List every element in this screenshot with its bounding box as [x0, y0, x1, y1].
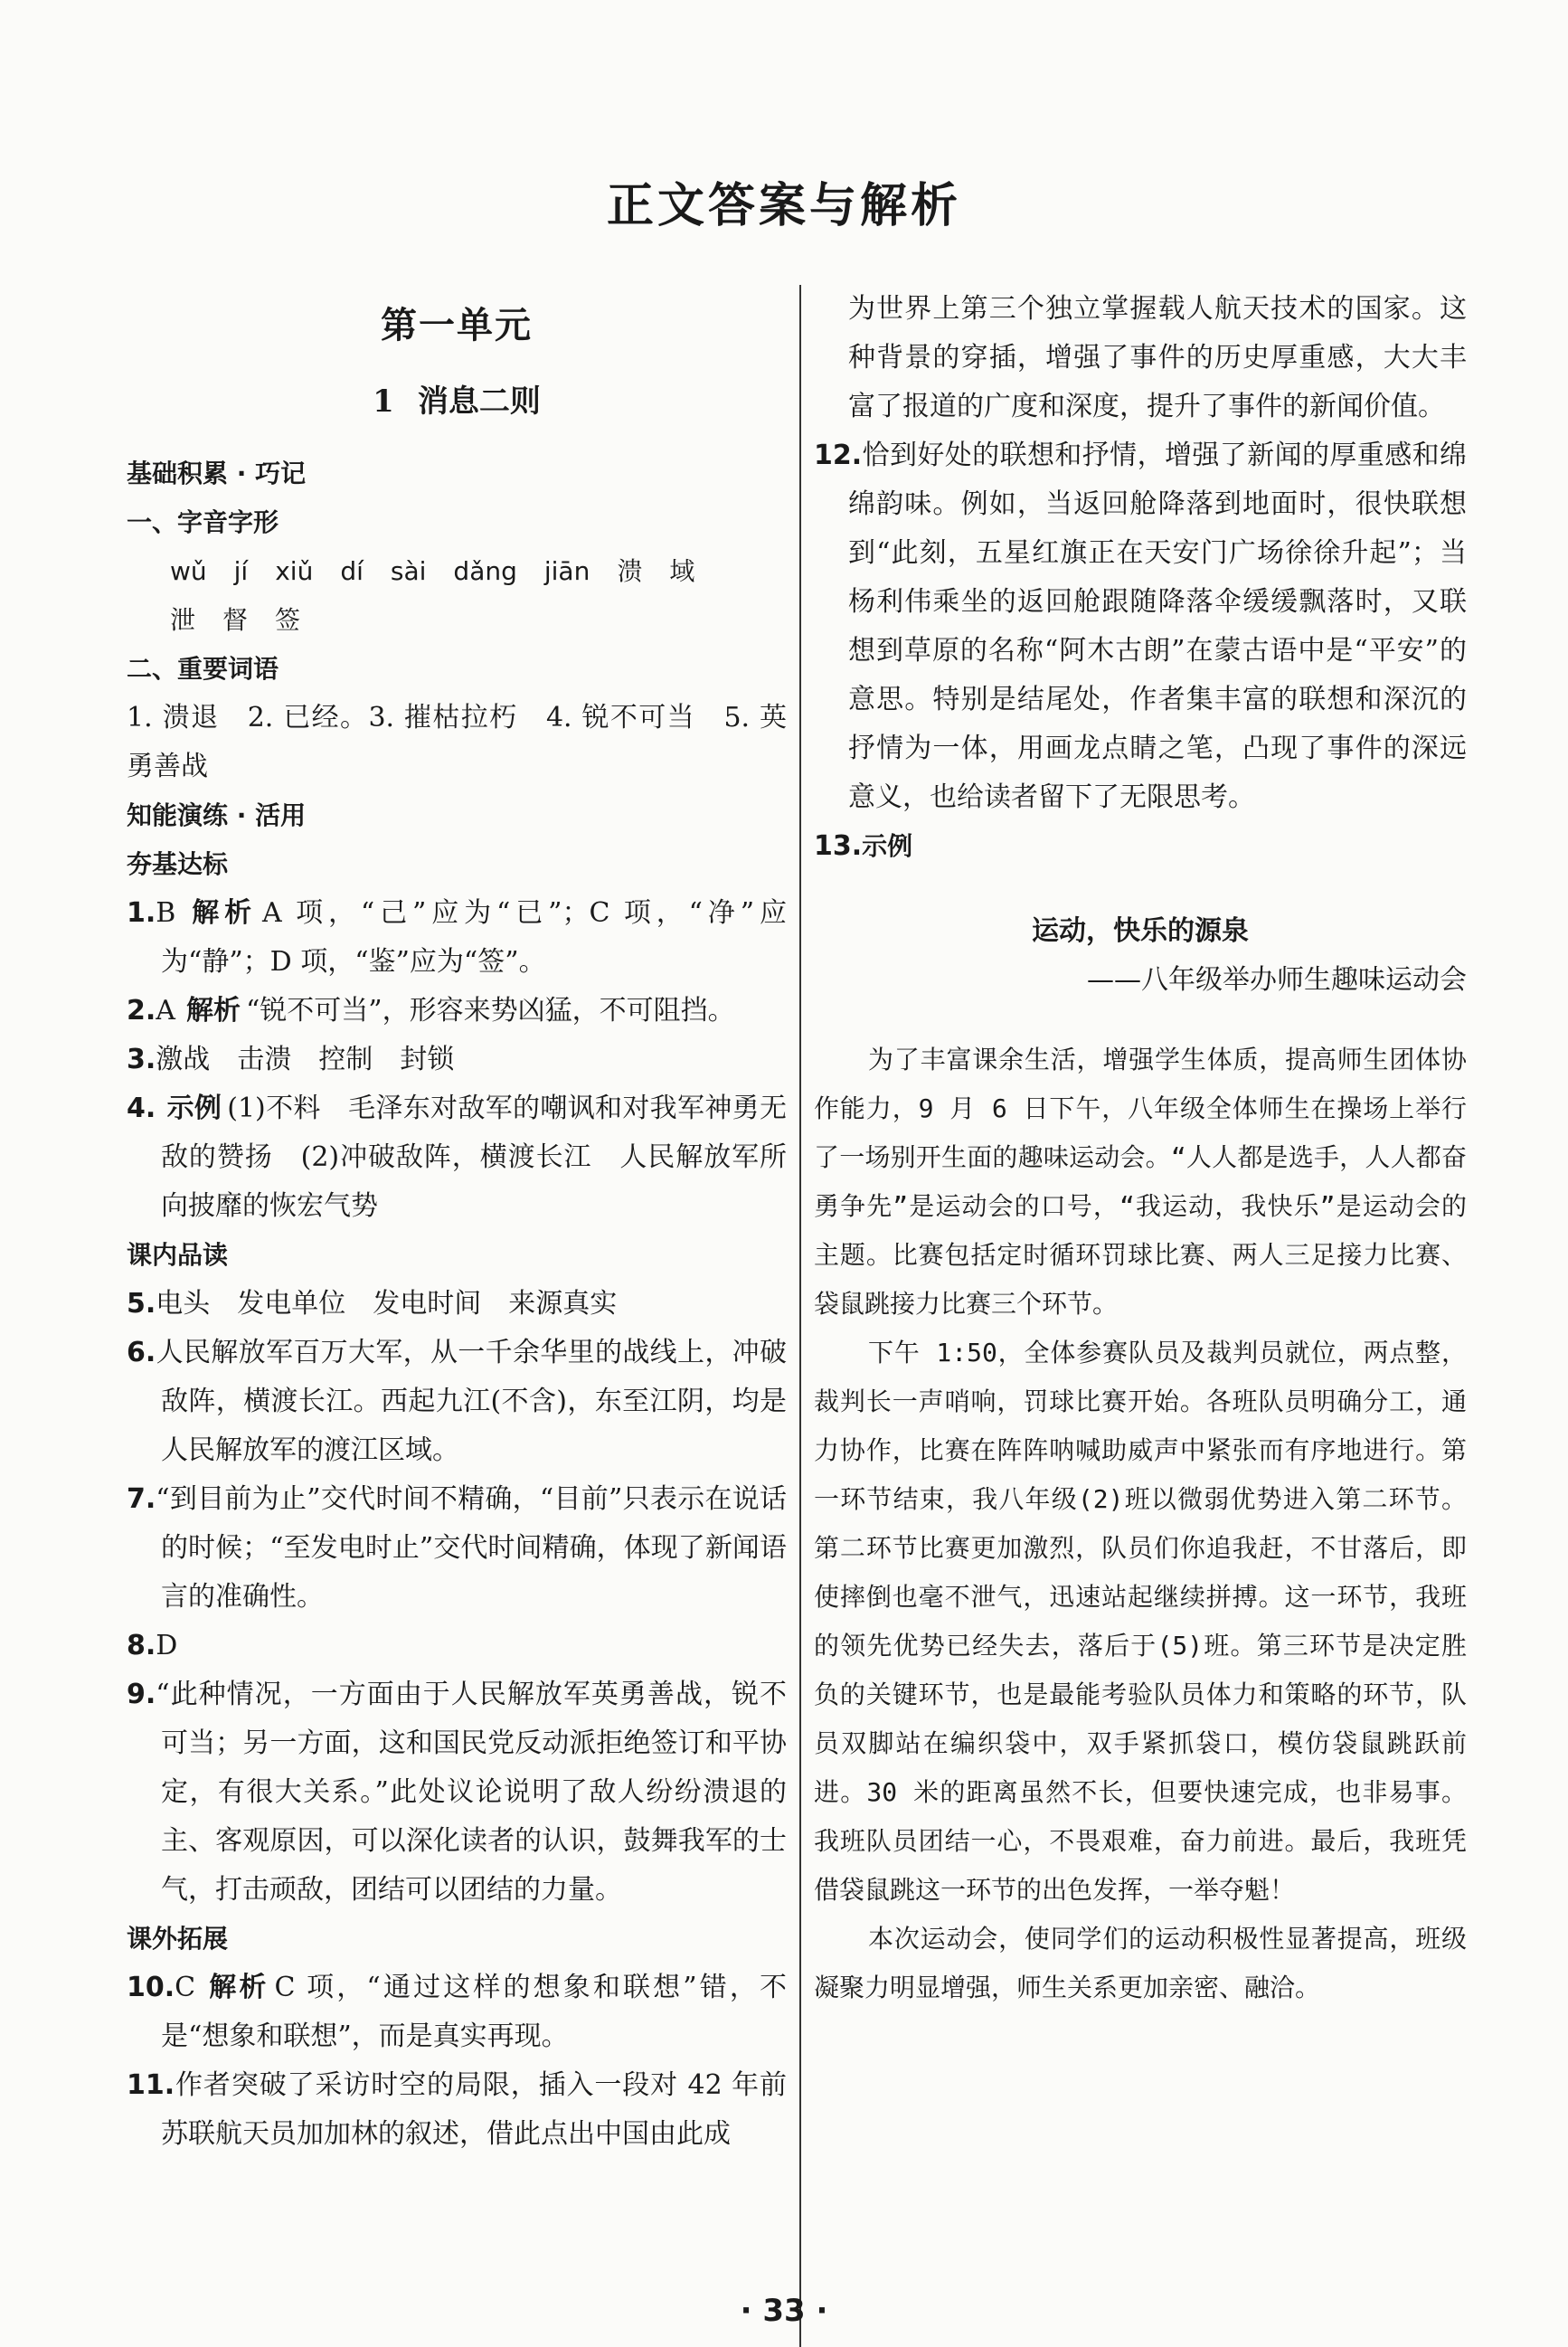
right-column	[814, 285, 1467, 2012]
answer-5: 5.电头 发电单位 发电时间 来源真实	[127, 1288, 618, 1320]
answer-6: 6.人民解放军百万大军，从一千余华里的战线上，冲破敌阵，横渡长江。西起九江(不含)，东至江阴，均是人民解放军的渡江区域。	[127, 1337, 787, 1466]
left-column	[127, 285, 787, 2159]
section-char: 一、字音字形	[127, 507, 279, 537]
essay-title: 运动，快乐的源泉	[1032, 915, 1249, 947]
page-title: 正文答案与解析	[606, 178, 961, 233]
pinyin-line: wǔ jí xiǔ dí sài dǎng jiān 溃 域	[170, 556, 695, 586]
column-divider	[799, 285, 801, 2347]
answer-3: 3.激战 击溃 控制 封锁	[127, 1044, 455, 1075]
unit-title: 第一单元	[381, 304, 533, 346]
essay-paragraph: 为了丰富课余生活，增强学生体质，提高师生团体协作能力，9 月 6 日下午，八年级全体师生在操场上举行了一场别开生面的趣味运动会。“人人都是选手，人人都奋勇争先”是运动会的口号，“我运动，我快乐”是运动会的主题。比赛包括定时循环罚球比赛、两人三足接力比赛、袋鼠跳接力比赛三个环节。	[814, 1045, 1467, 1319]
section-outclass: 课外拓展	[127, 1924, 229, 1954]
answer-1: 1.B 解析 A 项，“己”应为“已”；C 项，“净”应为“静”；D 项，“鉴”应为“签”。	[127, 897, 788, 978]
answer-11-continued: 为世界上第三个独立掌握载人航天技术的国家。这种背景的穿插，增强了事件的历史厚重感，大大丰富了报道的广度和深度，提升了事件的新闻价值。	[848, 293, 1467, 422]
essay-body	[814, 1036, 1467, 2012]
section-practice: 知能演练 · 活用	[127, 800, 307, 830]
page-number: · 33 ·	[740, 2293, 828, 2329]
words-answer: 1. 溃退 2. 已经。3. 摧枯拉朽 4. 锐不可当 5. 英勇善战	[127, 702, 787, 782]
section-standard: 夯基达标	[127, 849, 229, 879]
section-words: 二、重要词语	[127, 654, 279, 684]
answer-12: 12.恰到好处的联想和抒情，增强了新闻的厚重感和绵绵韵味。例如，当返回舱降落到地面时，很快联想到“此刻，五星红旗正在天安门广场徐徐升起”；当杨利伟乘坐的返回舱跟随降落伞缓缓飘落时，又联想到草原的名称“阿木古朗”在蒙古语中是“平安”的意思。特别是结尾处，作者集丰富的联想和深沉的抒情为一体，用画龙点睛之笔，凸现了事件的深远意义，也给读者留下了无限思考。	[814, 440, 1467, 813]
section-inclass: 课内品读	[127, 1240, 229, 1270]
essay-subtitle: ——八年级举办师生趣味运动会	[1087, 964, 1467, 996]
answer-11: 11.作者突破了采访时空的局限，插入一段对 42 年前苏联航天员加加林的叙述，借此点出中国由此成	[127, 2069, 787, 2150]
answer-7: 7.“到目前为止”交代时间不精确，“目前”只表示在说话的时候；“至发电时止”交代时间精确，体现了新闻语言的准确性。	[127, 1483, 787, 1613]
answer-2: 2.A 解析 “锐不可当”，形容来势凶猛，不可阻挡。	[127, 995, 735, 1027]
answer-4: 4. 示例 (1)不料 毛泽东对敌军的嘲讽和对我军神勇无敌的赞扬 (2)冲破敌阵，横渡长江 人民解放军所向披靡的恢宏气势	[127, 1093, 787, 1222]
section-basic: 基础积累 · 巧记	[127, 459, 307, 488]
essay-paragraph: 下午 1:50，全体参赛队员及裁判员就位，两点整，裁判长一声哨响，罚球比赛开始。各班队员明确分工，通力协作，比赛在阵阵呐喊助威声中紧张而有序地进行。第一环节结束，我八年级(2)班以微弱优势进入第二环节。第二环节比赛更加激烈，队员们你追我赶，不甘落后，即使摔倒也毫不泄气，迅速站起继续拼搏。这一环节，我班的领先优势已经失去，落后于(5)班。第三环节是决定胜负的关键环节，也是最能考验队员体力和策略的环节，队员双脚站在编织袋中，双手紧抓袋口，模仿袋鼠跳跃前进。30 米的距离虽然不长，但要快速完成，也非易事。我班队员团结一心，不畏艰难，奋力前进。最后，我班凭借袋鼠跳这一环节的出色发挥，一举夺魁！	[814, 1338, 1467, 1905]
answer-10: 10.C 解析 C 项，“通过这样的想象和联想”错，不是“想象和联想”，而是真实再现。	[127, 1972, 787, 2052]
essay-paragraph: 本次运动会，使同学们的运动积极性显著提高，班级凝聚力明显增强，师生关系更加亲密、融洽。	[814, 1924, 1467, 2002]
answer-8: 8.D	[127, 1630, 178, 1661]
lesson-title: 1 消息二则	[373, 383, 541, 420]
char-line: 泄 督 签	[170, 605, 301, 635]
answer-13: 13.示例	[814, 830, 913, 862]
answer-9: 9.“此种情况，一方面由于人民解放军英勇善战，锐不可当；另一方面，这和国民党反动派拒绝签订和平协定，有很大关系。”此处议论说明了敌人纷纷溃退的主、客观原因，可以深化读者的认识，鼓舞我军的士气，打击顽敌，团结可以团结的力量。	[127, 1679, 787, 1906]
